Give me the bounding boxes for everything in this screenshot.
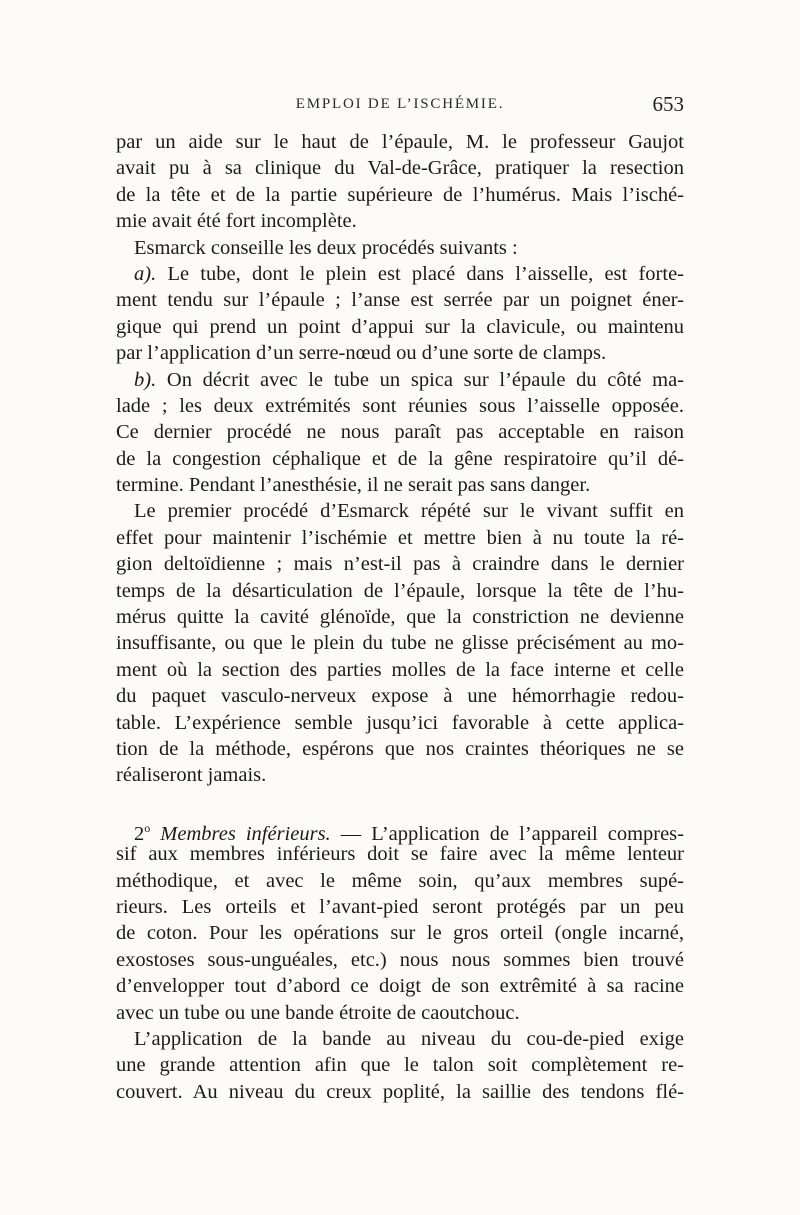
text-line: mie avait été fort incomplète.	[116, 210, 357, 233]
text-line: gique qui prend un point d’appui sur la clavicule, ou maintenu	[116, 315, 684, 338]
text-line: de la tête et de la partie supérieure de l’humérus. Mais l’isché-	[116, 183, 684, 206]
text-line: du paquet vasculo-nerveux expose à une hémorrhagie redou-	[116, 685, 684, 708]
text-line: tion de la méthode, espérons que nos craintes théoriques ne se	[116, 737, 684, 760]
text-line: mérus quitte la cavité glénoïde, que la constriction ne devienne	[116, 606, 684, 629]
text-line: rieurs. Les orteils et l’avant-pied seront protégés par un peu	[116, 895, 684, 918]
body-text	[116, 129, 684, 1105]
text-line: par un aide sur le haut de l’épaule, M. le professeur Gaujot	[116, 131, 684, 153]
text-line: par l’application d’un serre-nœud ou d’une sorte de clamps.	[116, 342, 607, 365]
text-line: L’application de la bande au niveau du cou-de-pied exige	[134, 1027, 684, 1050]
text-line: réaliseront jamais.	[116, 764, 267, 787]
text-line: termine. Pendant l’anesthésie, il ne serait pas sans danger.	[116, 474, 591, 497]
item-marker-b: b).	[134, 368, 157, 391]
text-line: avait pu à sa clinique du Val-de-Grâce, pratiquer la resection	[116, 157, 684, 180]
text-line: avec un tube ou une bande étroite de caoutchouc.	[116, 1001, 520, 1024]
text-line: méthodique, et avec le même soin, qu’aux membres supé-	[116, 869, 684, 892]
text-line: Ce dernier procédé ne nous paraît pas acceptable en raison	[116, 421, 684, 444]
text-fragment: — L’application de l’appareil compres-	[330, 822, 684, 845]
text-line	[116, 815, 684, 845]
text-line: d’envelopper tout d’abord ce doigt de son extrêmité à sa racine	[116, 975, 684, 998]
text-line: Le premier procédé d’Esmarck répété sur le vivant suffit en	[134, 500, 684, 523]
text-line: ment tendu sur l’épaule ; l’anse est serrée par un poignet éner-	[116, 289, 684, 312]
section-spacer	[116, 789, 684, 815]
page-header	[116, 92, 684, 122]
text-line: Esmarck conseille les deux procédés suivants :	[134, 236, 518, 259]
text-line: lade ; les deux extrémités sont réunies sous l’aisselle opposée.	[116, 394, 684, 417]
text-line: ment où la section des parties molles de la face interne et celle	[116, 658, 684, 681]
text-fragment: Le tube, dont le plein est placé dans l’aisselle, est forte-	[156, 262, 684, 285]
text-line: gion deltoïdienne ; mais n’est-il pas à craindre dans le dernier	[116, 553, 684, 576]
text-line: table. L’expérience semble jusqu’ici favorable à cette applica-	[116, 711, 684, 734]
running-head: EMPLOI DE L’ISCHÉMIE.	[295, 96, 505, 112]
text-line: une grande attention afin que le talon soit complètement re-	[116, 1054, 684, 1077]
text-line: effet pour maintenir l’ischémie et mettre bien à nu toute la ré-	[116, 526, 684, 549]
page-number: 653	[652, 92, 684, 116]
text-line	[116, 261, 684, 287]
text-line: insuffisante, ou que le plein du tube ne glisse précisément au mo-	[116, 632, 684, 655]
section-title: Membres inférieurs.	[160, 822, 331, 845]
text-fragment: On décrit avec le tube un spica sur l’épaule du côté ma-	[156, 368, 684, 391]
text-line: de coton. Pour les opérations sur le gros orteil (ongle incarné,	[116, 922, 684, 945]
text-line: couvert. Au niveau du creux poplité, la saillie des tendons flé-	[116, 1080, 684, 1103]
item-marker-a: a).	[134, 262, 157, 285]
text-line: temps de la désarticulation de l’épaule, lorsque la tête de l’hu-	[116, 579, 684, 602]
section-ordinal: o	[144, 820, 151, 835]
section-number: 2	[134, 822, 145, 845]
text-line: sif aux membres inférieurs doit se faire avec la même lenteur	[116, 843, 684, 866]
text-line	[116, 367, 684, 393]
text-line: exostoses sous-unguéales, etc.) nous nous sommes bien trouvé	[116, 948, 684, 971]
text-line: de la congestion céphalique et de la gêne respiratoire qu’il dé-	[116, 447, 684, 470]
